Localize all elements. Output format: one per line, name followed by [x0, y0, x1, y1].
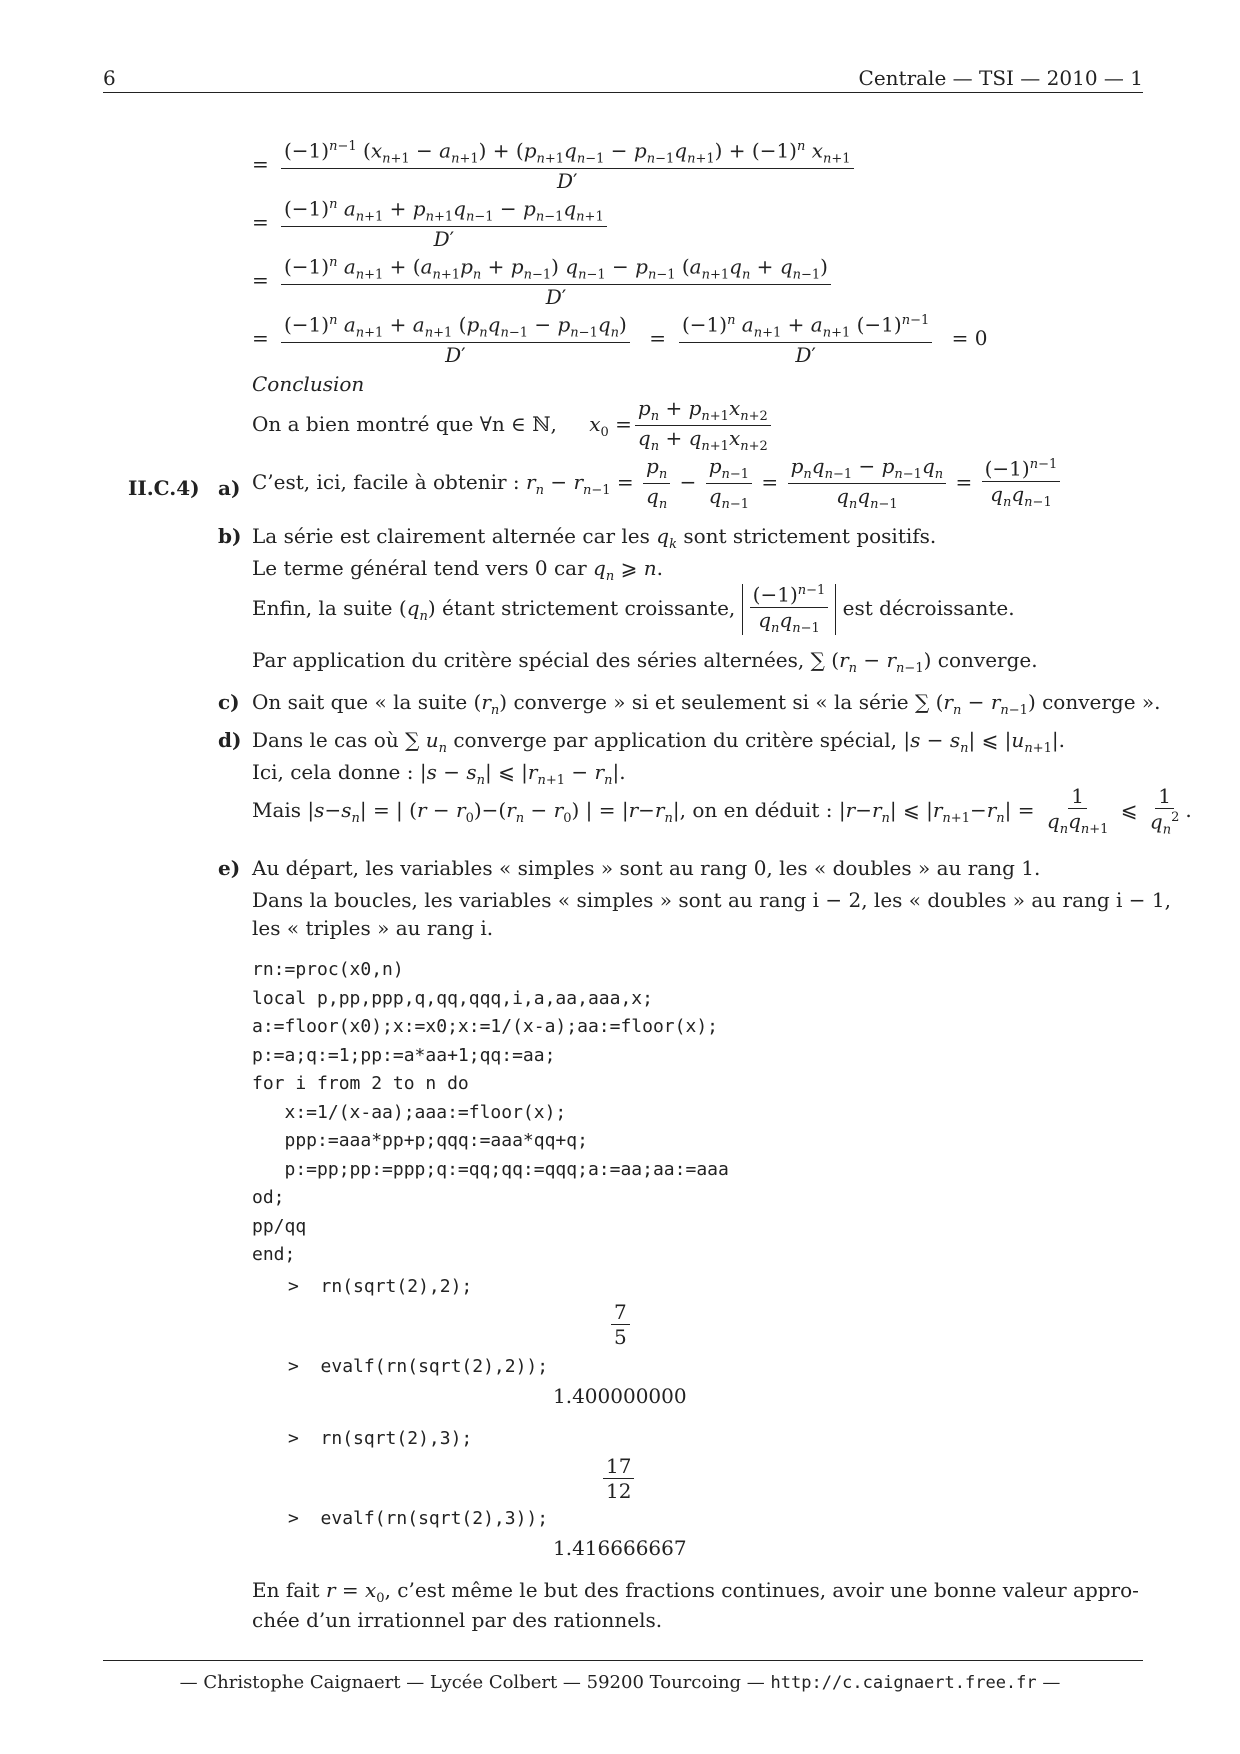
session-command-2 — [288, 1356, 548, 1377]
item-e-line-1: Au départ, les variables « simples » sont au rang 0, les « doubles » au rang 1. — [252, 856, 1041, 880]
item-d-text-3-mid: , on en déduit : — [679, 797, 833, 822]
item-c-text-end: converge ». — [1042, 690, 1161, 714]
item-d-text-2: Ici, cela donne : — [252, 760, 414, 784]
equation-line-4: = $\frac{(-1)^n a_{n+1} + a_{n+1} (p_nq_{n-1} - p_{n-1}q_n)}{D'}$ = $\frac{(-1)^n a_{n+1} + a_{n+1} (-1)^{n-1}}{D'}$ = 0 — [252, 312, 988, 367]
item-b-text-2: Le terme général tend vers 0 car — [252, 556, 587, 580]
footer-url-link[interactable]: http://c.caignaert.free.fr — [770, 1673, 1037, 1693]
item-b-text-1-end: sont strictement positifs. — [683, 524, 937, 548]
session-command-4 — [288, 1508, 548, 1529]
session-output-1 — [608, 1302, 633, 1347]
equation-line-1: = $\frac{(-1)^{n-1} (x_{n+1} - a_{n+1}) + (p_{n+1}q_{n-1} - p_{n-1}q_{n+1}) + (-1)^n x_{n+1}}{D'}$ — [252, 140, 857, 191]
item-d-text-3: Mais — [252, 797, 302, 822]
footer-text: — Christophe Caignaert — Lycée Colbert — 59200 Tourcoing — — [179, 1672, 765, 1693]
command-1-text: rn(sqrt(2),2); — [320, 1276, 473, 1297]
footer-end: — — [1042, 1672, 1061, 1693]
conclusion-text: On a bien montré que ∀n ∈ ℕ, — [252, 412, 557, 436]
item-d-line-2: Ici, cela donne : $|s - s_n|$ ⩽ $|r_{n+1} - r_n|$. — [252, 760, 626, 788]
item-d-line-1: Dans le cas où ∑ $u_n$ converge par application du critère spécial, $|s - s_n|$ ⩽ $|u_{n+1}|$. — [252, 728, 1065, 756]
item-d-text-1-mid: converge par application du critère spécial, — [453, 728, 897, 752]
item-e-label: e) — [218, 856, 241, 880]
session-output-4: 1.416666667 — [553, 1536, 687, 1560]
prompt-2: > — [288, 1356, 299, 1377]
session-output-2: 1.400000000 — [553, 1384, 687, 1408]
header-rule — [103, 92, 1143, 93]
item-e-line-3: les « triples » au rang i. — [252, 916, 494, 940]
footer-rule — [103, 1660, 1143, 1661]
item-a-label: a) — [218, 476, 241, 500]
item-b-text-3: Enfin, la suite — [252, 595, 393, 620]
command-2-text: evalf(rn(sqrt(2),2)); — [320, 1356, 549, 1377]
prompt-3: > — [288, 1428, 299, 1449]
item-d-text-1: Dans le cas où — [252, 728, 399, 752]
conclusion-statement: On a bien montré que ∀n ∈ ℕ, $x_0$ = $\frac{p_n + p_{n+1}x_{n+2}}{q_n + q_{n+1}x_{n+2}}$ — [252, 398, 774, 453]
equation-line-3: = $\frac{(-1)^n a_{n+1} + (a_{n+1}p_n + p_{n-1}) q_{n-1} - p_{n-1} (a_{n+1}q_n + q_{n-1})}{D'}$ — [252, 256, 834, 307]
item-b-text-4: Par application du critère spécial des séries alternées, — [252, 648, 805, 672]
item-c-text: On sait que « la suite — [252, 690, 468, 714]
closing-line-2: chée d’un irrationnel par des rationnels. — [252, 1608, 663, 1632]
item-d-line-3: Mais $|s-s_n|$ = | $(r - r_0)-(r_n - r_0)$ | = $|r-r_n|$, on en déduit : $|r-r_n|$ ⩽ $|r_{n+1}-r_n|$ = $\frac{1}{q_nq_{n+1}}$ ⩽ $\frac{1}{q_n^2}$ . — [252, 784, 1192, 838]
command-3-text: rn(sqrt(2),3); — [320, 1428, 473, 1449]
item-b-text-4-end: converge. — [937, 648, 1038, 672]
maple-procedure-code: rn:=proc(x0,n) local p,pp,ppp,q,qq,qqq,i,a,aa,aaa,x; a:=floor(x0);x:=x0;x:=1/(x-a);aa:=floor(x); p:=a;q:=1;pp:=a*aa+1;qq:=aa; for i from 2 to n do x:=1/(x-aa);aaa:=floor(x); ppp:=aaa*pp+p;qqq:=aaa*qq+q; p:=pp;pp:=ppp;q:=qq;qq:=qqq;a:=aa;aa:=aaa od; pp/qq end; — [252, 959, 729, 1265]
item-b-line-3: Enfin, la suite $(q_n)$ étant strictement croissante, $\frac{(-1)^{n-1}}{q_nq_{n-1}}$ est décroissante. — [252, 582, 1015, 636]
item-a-text: C’est, ici, facile à obtenir : — [252, 470, 520, 494]
session-command-1 — [288, 1276, 472, 1297]
item-a-formula: C’est, ici, facile à obtenir : $r_n - r_{n-1}$ = $\frac{p_n}{q_n}$ − $\frac{p_{n-1}}{q_{n-1}}$ = $\frac{p_nq_{n-1} - p_{n-1}q_n}{q_nq_{n-1}}$ = $\frac{(-1)^{n-1}}{q_nq_{n-1}}$ — [252, 456, 1063, 511]
prompt-1: > — [288, 1276, 299, 1297]
closing-text-1: En fait — [252, 1578, 320, 1602]
item-b-text-3-mid: étant strictement croissante, — [442, 595, 736, 620]
closing-text-1-end: , c’est même le but des fractions continues, avoir une bonne valeur appro- — [384, 1578, 1139, 1602]
output-3-numerator: 17 — [603, 1456, 634, 1479]
output-3-denominator: 12 — [606, 1479, 632, 1503]
footer — [0, 1672, 1240, 1693]
output-1-denominator: 5 — [614, 1325, 627, 1349]
item-b-text-1: La série est clairement alternée car les — [252, 524, 650, 548]
item-b-label: b) — [218, 524, 242, 548]
item-c-label: c) — [218, 690, 240, 714]
item-b-line-1: La série est clairement alternée car les $q_k$ sont strictement positifs. — [252, 524, 937, 552]
command-4-text: evalf(rn(sqrt(2),3)); — [320, 1508, 549, 1529]
session-output-3 — [600, 1456, 637, 1501]
item-b-text-3-end: est décroissante. — [842, 595, 1015, 620]
page-number: 6 — [103, 66, 116, 90]
prompt-4: > — [288, 1508, 299, 1529]
item-e-line-2: Dans la boucles, les variables « simples » sont au rang i − 2, les « doubles » au rang i − 1, — [252, 888, 1171, 912]
conclusion-label: Conclusion — [252, 372, 365, 396]
closing-line-1: En fait $r = x_0$, c’est même le but des fractions continues, avoir une bonne valeur appro- — [252, 1578, 1139, 1606]
session-command-3 — [288, 1428, 472, 1449]
item-b-line-2: Le terme général tend vers 0 car $q_n$ ⩾ n. — [252, 556, 663, 584]
running-title: Centrale — TSI — 2010 — 1 — [858, 66, 1143, 90]
output-1-numerator: 7 — [611, 1302, 630, 1325]
item-c-text-mid: converge » si et seulement si « la série — [513, 690, 909, 714]
item-b-line-4: Par application du critère spécial des séries alternées, ∑ $(r_n - r_{n-1})$ converge. — [252, 648, 1038, 676]
item-d-label: d) — [218, 728, 242, 752]
equation-line-2: = $\frac{(-1)^n a_{n+1} + p_{n+1}q_{n-1} - p_{n-1}q_{n+1}}{D'}$ — [252, 198, 610, 249]
item-c-line: On sait que « la suite $(r_n)$ converge » si et seulement si « la série ∑ $(r_n - r_{n-1})$ converge ». — [252, 690, 1161, 718]
section-label: II.C.4) — [128, 476, 200, 500]
